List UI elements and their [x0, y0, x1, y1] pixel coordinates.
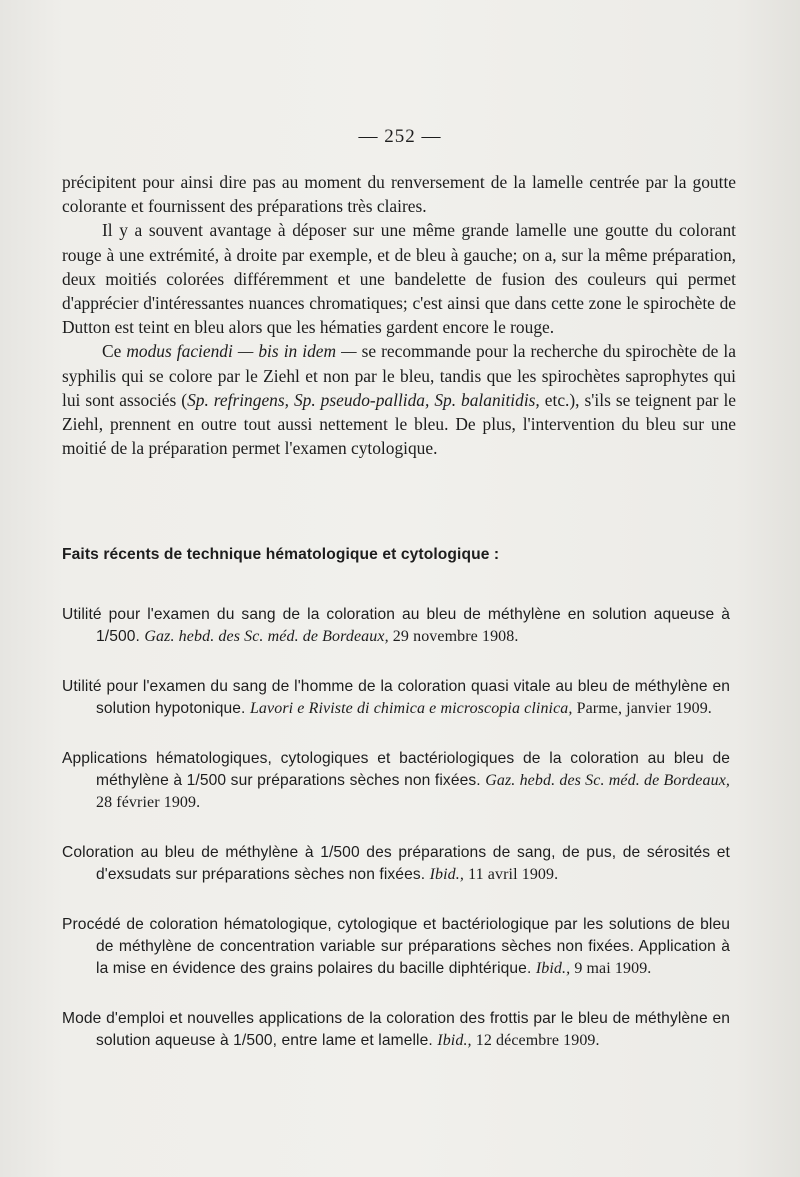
- reference-journal: Gaz. hebd. des Sc. méd. de Bordeaux,: [144, 628, 389, 645]
- paragraph-2: Il y a souvent avantage à déposer sur une même grande lamelle une goutte du colorant rouge à une extrémité, à droite par exemple, et de bleu à gauche; on a, sur la même préparation, deux moitiés colorées différemment et une bandelette de fusion des couleurs qui permet d'apprécier d'intéressantes nuances chromatiques; c'est ainsi que dans cette zone le spirochète de Dutton est teint en bleu alors que les hématies gardent encore le rouge.: [62, 220, 736, 338]
- body-text: [62, 170, 736, 460]
- paragraph-3-part-1: Ce: [102, 341, 127, 362]
- reference-item-2: [62, 676, 730, 720]
- reference-list: [62, 604, 730, 1080]
- reference-item-5: [62, 914, 730, 980]
- reference-details: 29 novembre 1908.: [392, 628, 519, 645]
- paragraph-3-part-3: etc.), s'ils se teignent par le Ziehl, prennent en outre tout aussi nettement le bleu. De plus, l'intervention du bleu sur une moitié de la préparation permet l'examen cytologique.: [62, 389, 737, 459]
- paragraph-3-latin-phrase: modus faciendi — bis in idem —: [126, 341, 357, 362]
- paragraph-3: [62, 339, 736, 460]
- section-heading: Faits récents de technique hématologique et cytologique :: [62, 546, 500, 563]
- reference-journal: Gaz. hebd. des Sc. méd. de Bordeaux,: [485, 772, 730, 789]
- page-number: — 252 —: [358, 126, 442, 147]
- reference-journal: Lavori e Riviste di chimica e microscopia clinica,: [249, 700, 573, 717]
- reference-details: Parme, janvier 1909.: [576, 700, 712, 717]
- reference-title: Procédé de coloration hématologique, cytologique et bactériologique par les solutions de bleu de méthylène de concentration variable sur préparations sèches non fixées. Application à la mise en évidence des grains polaires du bacille diphtérique.: [62, 916, 730, 977]
- reference-title: Mode d'emploi et nouvelles applications de la coloration des frottis par le bleu de méthylène en solution aqueuse à 1/500, entre lame et lamelle.: [62, 1010, 730, 1049]
- reference-journal: Ibid.,: [535, 960, 571, 977]
- reference-details: 12 décembre 1909.: [475, 1032, 600, 1049]
- reference-title: Coloration au bleu de méthylène à 1/500 des préparations de sang, de pus, de sérosités et d'exsudats sur préparations sèches non fixées.: [62, 844, 730, 883]
- reference-item-3: [62, 748, 730, 814]
- reference-title: Utilité pour l'examen du sang de l'homme de la coloration quasi vitale au bleu de méthylène en solution hypotonique.: [62, 678, 730, 717]
- reference-item-1: [62, 604, 730, 648]
- paragraph-3-species-names: Sp. refringens, Sp. pseudo-pallida, Sp. balanitidis,: [187, 389, 540, 410]
- reference-item-6: [62, 1008, 730, 1052]
- reference-item-4: [62, 842, 730, 886]
- reference-details: 28 février 1909.: [96, 794, 201, 811]
- reference-journal: Ibid.,: [437, 1032, 472, 1049]
- paragraph-3-part-2: se recommande pour la recherche du spirochète de la syphilis qui se colore par le Ziehl et non par le bleu, tandis que les spirochètes saprophytes qui lui sont associés (: [62, 341, 736, 410]
- reference-details: 9 mai 1909.: [574, 960, 652, 977]
- reference-details: 11 avril 1909.: [468, 866, 559, 883]
- reference-title: Applications hématologiques, cytologiques et bactériologiques de la coloration au bleu de méthylène à 1/500 sur préparations sèches non fixées.: [62, 750, 730, 789]
- reference-journal: Ibid.,: [429, 866, 464, 883]
- reference-title: Utilité pour l'examen du sang de la coloration au bleu de méthylène en solution aqueuse à 1/500.: [62, 606, 730, 645]
- paragraph-1: précipitent pour ainsi dire pas au moment du renversement de la lamelle centrée par la goutte colorante et fournissent des préparations très claires.: [62, 172, 736, 217]
